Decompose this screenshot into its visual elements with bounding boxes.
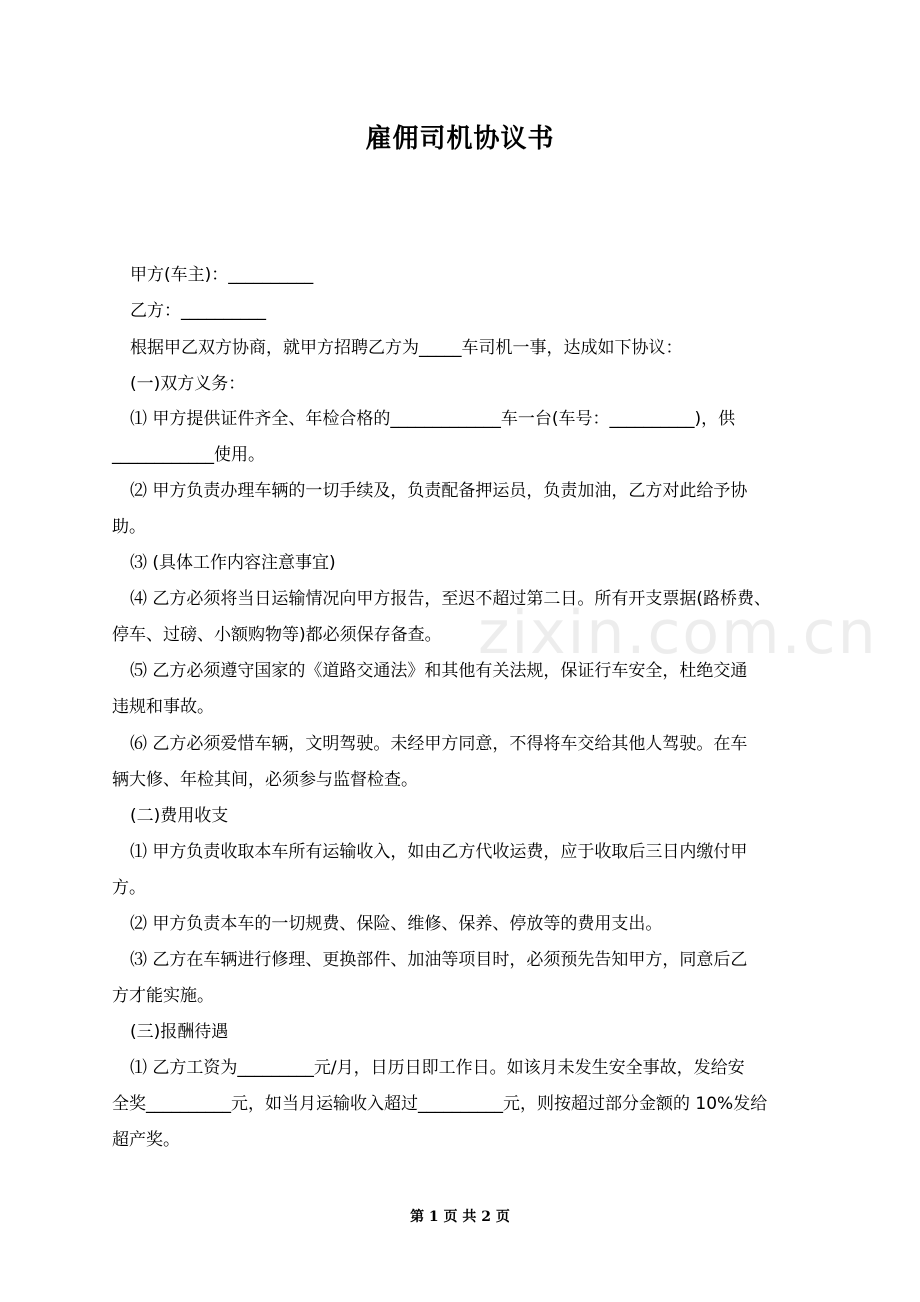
clause-line: ⑶ (具体工作内容注意事宜) bbox=[130, 553, 336, 573]
section-heading: (一)双方义务： bbox=[130, 374, 246, 394]
clause-line: 方。 bbox=[112, 878, 146, 898]
clause-line: 超产奖。 bbox=[112, 1130, 180, 1150]
clause-line: ⑹ 乙方必须爱惜车辆，文明驾驶。未经甲方同意，不得将车交给其他人驾驶。在车 bbox=[130, 734, 748, 754]
clause-line: 停车、过磅、小额购物等)都必须保存备查。 bbox=[112, 625, 442, 645]
clause-line: 方才能实施。 bbox=[112, 986, 214, 1006]
clause-line: ⑴ 乙方工资为_________元/月，日历日即工作日。如该月未发生安全事故，发给安 bbox=[130, 1058, 745, 1078]
clause-line: ⑵ 甲方负责办理车辆的一切手续及，负责配备押运员，负责加油，乙方对此给予协 bbox=[130, 481, 748, 501]
page-footer: 第 1 页 共 2 页 bbox=[410, 1209, 510, 1225]
section-heading: (二)费用收支 bbox=[130, 806, 229, 826]
party-a-line: 甲方(车主)：__________ bbox=[130, 265, 314, 285]
clause-line: ____________使用。 bbox=[112, 445, 265, 465]
clause-line: ⑴ 甲方提供证件齐全、年检合格的_____________车一台(车号：__________)，供 bbox=[130, 409, 736, 429]
clause-line: ⑸ 乙方必须遵守国家的《道路交通法》和其他有关法规，保证行车安全，杜绝交通 bbox=[130, 661, 748, 681]
section-heading: (三)报酬待遇 bbox=[130, 1022, 229, 1042]
clause-line: ⑴ 甲方负责收取本车所有运输收入，如由乙方代收运费，应于收取后三日内缴付甲 bbox=[130, 842, 748, 862]
clause-line: ⑵ 甲方负责本车的一切规费、保险、维修、保养、停放等的费用支出。 bbox=[130, 914, 663, 934]
clause-line: 助。 bbox=[112, 517, 146, 537]
clause-line: 违规和事故。 bbox=[112, 697, 214, 717]
clause-line: ⑶ 乙方在车辆进行修理、更换部件、加油等项目时，必须预先告知甲方，同意后乙 bbox=[130, 950, 748, 970]
preamble-line: 根据甲乙双方协商，就甲方招聘乙方为_____车司机一事，达成如下协议： bbox=[130, 338, 683, 358]
document-title: 雇佣司机协议书 bbox=[365, 124, 555, 154]
watermark: zixin.com.cn bbox=[478, 598, 878, 668]
party-b-line: 乙方：__________ bbox=[130, 301, 266, 321]
clause-line: 辆大修、年检其间，必须参与监督检查。 bbox=[112, 770, 418, 790]
clause-line: ⑷ 乙方必须将当日运输情况向甲方报告，至迟不超过第二日。所有开支票据(路桥费、 bbox=[130, 589, 772, 609]
clause-line: 全奖__________元，如当月运输收入超过__________元，则按超过部分金额的 10%发给 bbox=[112, 1094, 768, 1114]
